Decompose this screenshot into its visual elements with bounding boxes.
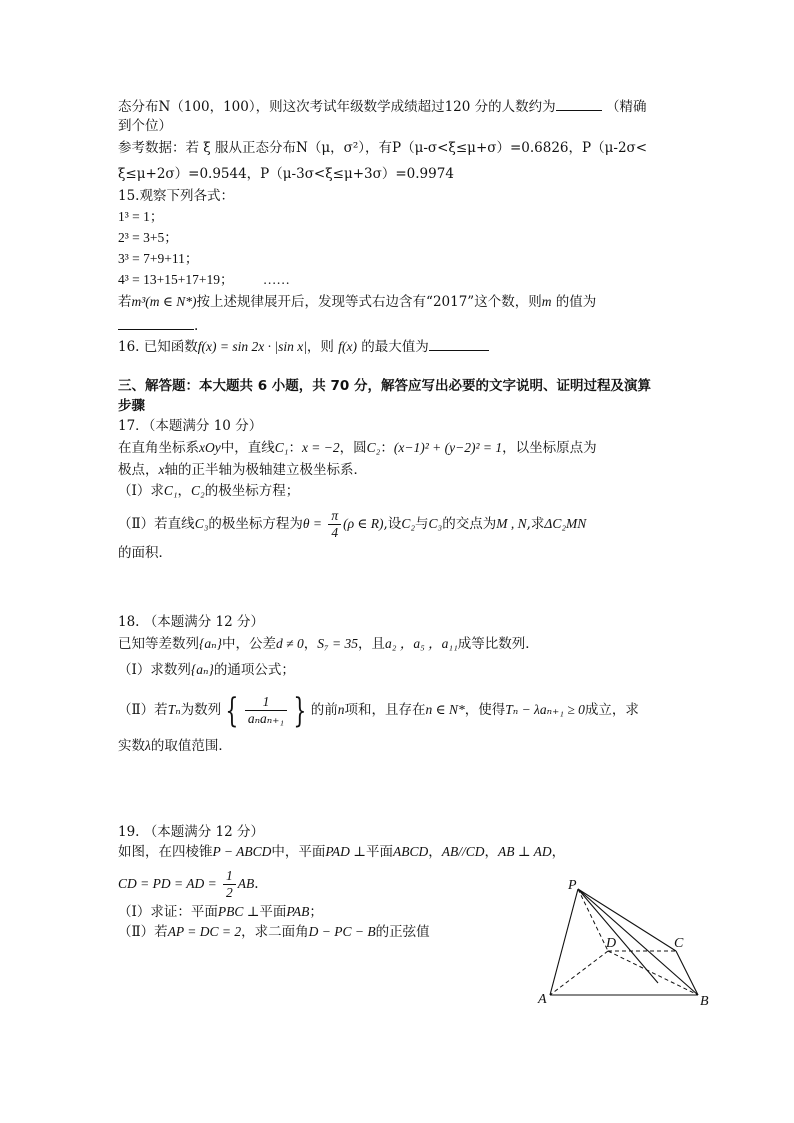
q15-eq2: 2³ = 3+5； — [118, 230, 178, 245]
q15-answer: . — [118, 315, 198, 336]
q19-line2: CD = PD = AD = $\frac{1}{2}$ AB. — [118, 868, 259, 900]
edge-DB — [608, 951, 698, 995]
section3-line1: 三、解答题：本大题共 6 小题，共 70 分，解答应写出必要的文字说明、证明过程及演算 — [118, 378, 651, 394]
q19-part2: （Ⅱ）若AP = DC = 2，求二面角D − PC − B的正弦值 — [118, 924, 430, 940]
one-half-fraction: $\frac{1}{2}$ — [223, 868, 236, 901]
q15-title: 15.观察下列各式： — [118, 188, 234, 204]
q17-part1: （Ⅰ）求C₁，C₂的极坐标方程； — [118, 483, 300, 499]
q15-answer-blank[interactable] — [118, 315, 194, 330]
q14-answer-blank[interactable] — [556, 96, 602, 111]
label-A: A — [538, 992, 547, 1007]
label-C: C — [674, 936, 684, 951]
q15-eq4: 4³ = 13+15+17+19； …… — [118, 272, 290, 287]
q14-ref2: ξ≤μ+2σ）=0.9544，P（μ-3σ<ξ≤μ+3σ）=0.9974 — [118, 166, 454, 182]
q19-head: 19. （本题满分 12 分） — [118, 824, 265, 840]
right-brace-icon: } — [293, 690, 307, 731]
reciprocal-fraction: $\frac{1}{\text{aₙaₙ₊₁}}$ — [245, 694, 287, 727]
q17-part2: （Ⅱ）若直线C₃的极坐标方程为θ = $\frac{\pi}{4}$ (ρ ∈ R),设C₂与C₃的交点为M , N,求ΔC₂MN — [118, 508, 587, 540]
left-brace-icon: { — [225, 690, 239, 731]
q16-answer-blank[interactable] — [429, 336, 489, 351]
q17-line2: 极点，x轴的正半轴为极轴建立极坐标系． — [118, 462, 367, 478]
q17-head: 17．（本题满分 10 分） — [118, 418, 263, 434]
q17-part2-end: 的面积． — [118, 545, 172, 561]
q18-head: 18. （本题满分 12 分） — [118, 614, 265, 630]
q18-part1: （Ⅰ）求数列{aₙ}的通项公式； — [118, 662, 295, 678]
q18-part2: （Ⅱ）若Tₙ为数列 { $\frac{1}{\text{aₙaₙ₊₁}}$ } 的前n项和，且存在n ∈ N*，使得Tₙ − λaₙ₊₁ ≥ 0成立，求 — [118, 690, 639, 731]
label-P: P — [568, 878, 577, 893]
section3-line2: 步骤 — [118, 398, 145, 414]
label-B: B — [700, 994, 709, 1009]
q14-line2: 到个位） — [118, 118, 172, 134]
q15-eq3: 3³ = 7+9+11； — [118, 251, 199, 266]
q15-eq1: 1³ = 1； — [118, 209, 164, 224]
edge-CB — [676, 951, 698, 995]
q19-part1: （Ⅰ）求证：平面PBC ⊥平面PAB； — [118, 904, 323, 920]
pyramid-figure — [530, 875, 720, 1010]
q15-ask: 若m³(m ∈ N*)按上述规律展开后，发现等式右边含有“2017”这个数，则m 的值为 — [118, 294, 597, 310]
q17-line1: 在直角坐标系xOy中，直线C₁：x = −2，圆C₂：(x−1)² + (y−2)² = 1，以坐标原点为 — [118, 440, 597, 456]
edge-PC — [578, 889, 676, 951]
q16: 16. 已知函数f(x) = sin 2x · |sin x|，则 f(x) 的最大值为 — [118, 336, 489, 357]
q14-line1: 态分布N（100，100），则这次考试年级数学成绩超过120 分的人数约为 （精确 — [118, 96, 646, 117]
q14-ref1: 参考数据：若 ξ 服从正态分布N（μ，σ²），有P（μ-σ<ξ≤μ+σ）=0.6826，P（μ-2σ< — [118, 140, 648, 156]
q18-line1: 已知等差数列{aₙ}中，公差d ≠ 0，S₇ = 35，且a₂ ，a₅ ，a₁₁成等比数列． — [118, 636, 539, 652]
edge-PA — [550, 889, 578, 995]
q19-line1: 如图，在四棱锥P − ABCD中，平面PAD ⊥平面ABCD，AB//CD，AB ⊥ AD， — [118, 844, 566, 860]
label-D: D — [606, 936, 617, 951]
pi-over-4-fraction: $\frac{\pi}{4}$ — [328, 508, 341, 541]
edge-PB-aux — [578, 889, 658, 983]
edge-DA — [550, 951, 608, 995]
q18-line3: 实数λ的取值范围． — [118, 738, 232, 754]
